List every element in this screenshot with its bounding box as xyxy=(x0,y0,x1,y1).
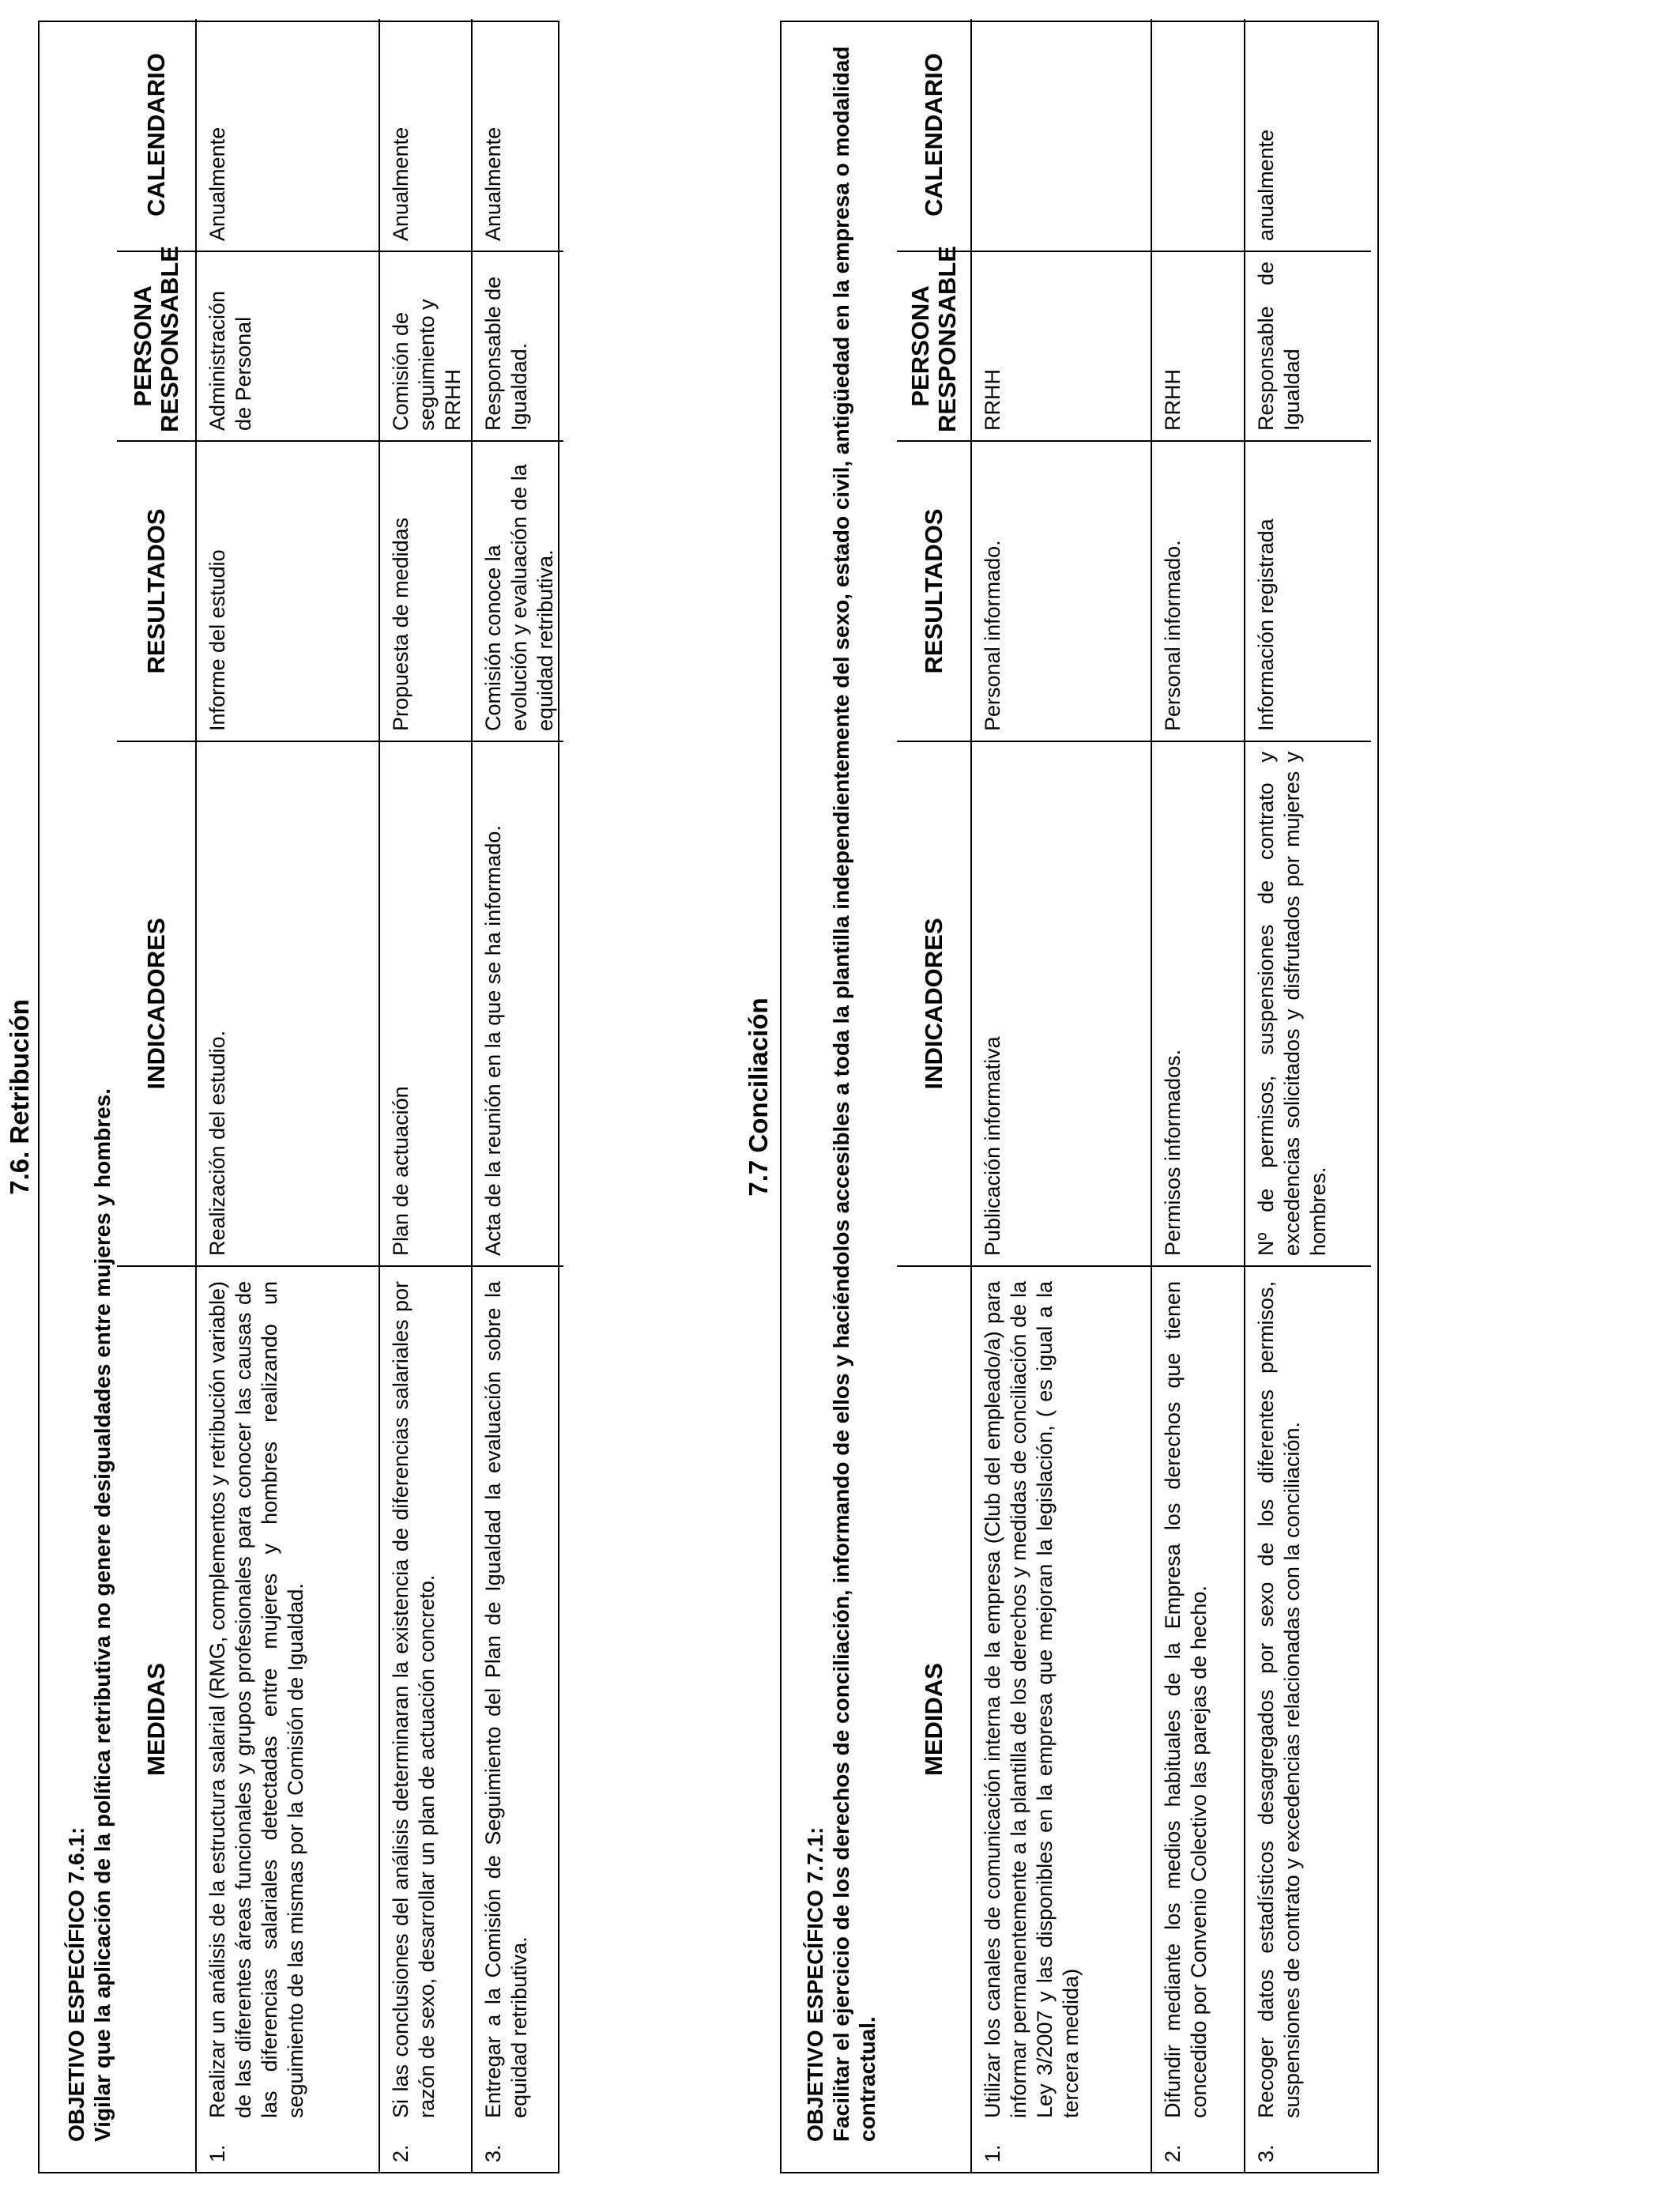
header-medidas: MEDIDAS xyxy=(117,1266,196,2172)
medida-text: Utilizar los canales de comunicación interna de la empresa (Club del empleado/a) para informar permanentemente a la plantilla de los derechos y medidas de conciliación de la Ley 3/2007 y las disponibles en la empresa que mejoran la legislación, ( es igual a la tercera medida) xyxy=(981,1281,1083,2118)
resultado-cell: Personal informado. xyxy=(1151,441,1245,741)
persona-cell: RRHH xyxy=(1151,251,1245,441)
medida-cell xyxy=(472,1266,563,2172)
row-number: 3. xyxy=(1254,2144,1278,2162)
table-row xyxy=(472,19,563,2172)
indicador-cell: Plan de actuación xyxy=(379,741,472,1266)
objective-heading xyxy=(802,30,880,2142)
persona-cell: Administración de Personal xyxy=(196,251,379,441)
medida-text: Realizar un análisis de la estructura salarial (RMG, complementos y retribución variable) de las diferentes áreas funcionales y grupos profesionales para conocer las causas de las diferencias salariales detectadas entre mujeres y hombres realizando un seguimiento de las mismas por la Comisión de Igualdad. xyxy=(205,1281,307,2118)
row-number: 1. xyxy=(981,2144,1004,2162)
calendario-cell xyxy=(971,19,1151,251)
resultado-cell: Informe del estudio xyxy=(196,441,379,741)
resultado-cell: Comisión conoce la evolución y evaluación de la equidad retributiva. xyxy=(472,441,563,741)
medida-text: Difundir mediante los medios habituales de la Empresa los derechos que tienen concedido por Convenio Colectivo las parejas de hecho. xyxy=(1161,1281,1211,2118)
indicador-cell: Publicación informativa xyxy=(971,741,1151,1266)
calendario-cell xyxy=(1151,19,1245,251)
table-row xyxy=(1151,19,1245,2172)
header-medidas: MEDIDAS xyxy=(897,1266,971,2172)
section-title: 7.6. Retribución xyxy=(5,999,34,1195)
header-indicadores: INDICADORES xyxy=(117,741,196,1266)
indicador-cell: Permisos informados. xyxy=(1151,741,1245,1266)
calendario-cell: Anualmente xyxy=(472,19,563,251)
objective-text: Vigilar que la aplicación de la política retributiva no genere desigualdades entre mujeres y hombres. xyxy=(90,1088,115,2142)
medida-text: Si las conclusiones del análisis determinaran la existencia de diferencias salariales por razón de sexo, desarrollar un plan de actuación concreto. xyxy=(389,1281,439,2118)
objective-text: Facilitar el ejercicio de los derechos de conciliación, informando de ellos y haciéndolos accesibles a toda la plantilla independientemente del sexo, estado civil, antigüedad en la empresa o modalidad contractual. xyxy=(829,46,880,2142)
section-title: 7.7 Conciliación xyxy=(744,997,773,1197)
table-row xyxy=(196,19,379,2172)
medida-cell xyxy=(1151,1266,1245,2172)
header-persona: PERSONA RESPONSABLE xyxy=(897,251,971,441)
medida-cell xyxy=(971,1266,1151,2172)
objective-heading xyxy=(63,30,115,2142)
header-persona: PERSONA RESPONSABLE xyxy=(117,251,196,441)
table-row xyxy=(1245,19,1371,2172)
resultado-cell: Propuesta de medidas xyxy=(379,441,472,741)
header-resultados: RESULTADOS xyxy=(117,441,196,741)
medida-cell xyxy=(1245,1266,1371,2172)
objective-box xyxy=(38,21,559,2173)
medida-cell xyxy=(196,1266,379,2172)
objective-label: OBJETIVO ESPECÍFICO 7.7.1: xyxy=(803,1826,827,2142)
calendario-cell: Anualmente xyxy=(196,19,379,251)
resultado-cell: Información registrada xyxy=(1245,441,1371,741)
persona-cell: Comisión de seguimiento y RRHH xyxy=(379,251,472,441)
medida-cell xyxy=(379,1266,472,2172)
resultado-cell: Personal informado. xyxy=(971,441,1151,741)
indicador-cell: Nº de permisos, suspensiones de contrato y excedencias solicitados y disfrutados por mujeres y hombres. xyxy=(1245,741,1371,1266)
table-header-row xyxy=(117,19,196,2172)
medida-text: Recoger datos estadísticos desagregados por sexo de los diferentes permisos, suspensiones de contrato y excedencias relacionadas con la conciliación. xyxy=(1254,1281,1304,2118)
header-indicadores: INDICADORES xyxy=(897,741,971,1266)
row-number: 2. xyxy=(1161,2144,1185,2162)
header-calendario: CALENDARIO xyxy=(897,19,971,251)
header-calendario: CALENDARIO xyxy=(117,19,196,251)
persona-cell: Responsable de Igualdad xyxy=(1245,251,1371,441)
table-row xyxy=(379,19,472,2172)
persona-cell: Responsable de Igualdad. xyxy=(472,251,563,441)
measures-table xyxy=(897,19,1371,2172)
indicador-cell: Acta de la reunión en la que se ha informado. xyxy=(472,741,563,1266)
table-header-row xyxy=(897,19,971,2172)
objective-box xyxy=(780,21,1379,2173)
measures-table xyxy=(117,19,563,2172)
table-row xyxy=(971,19,1151,2172)
calendario-cell: Anualmente xyxy=(379,19,472,251)
persona-cell: RRHH xyxy=(971,251,1151,441)
row-number: 3. xyxy=(481,2144,505,2162)
calendario-cell: anualmente xyxy=(1245,19,1371,251)
row-number: 1. xyxy=(205,2144,229,2162)
medida-text: Entregar a la Comisión de Seguimiento del Plan de Igualdad la evaluación sobre la equidad retributiva. xyxy=(481,1281,531,2118)
indicador-cell: Realización del estudio. xyxy=(196,741,379,1266)
row-number: 2. xyxy=(389,2144,412,2162)
objective-label: OBJETIVO ESPECÍFICO 7.6.1: xyxy=(64,1826,89,2142)
header-resultados: RESULTADOS xyxy=(897,441,971,741)
